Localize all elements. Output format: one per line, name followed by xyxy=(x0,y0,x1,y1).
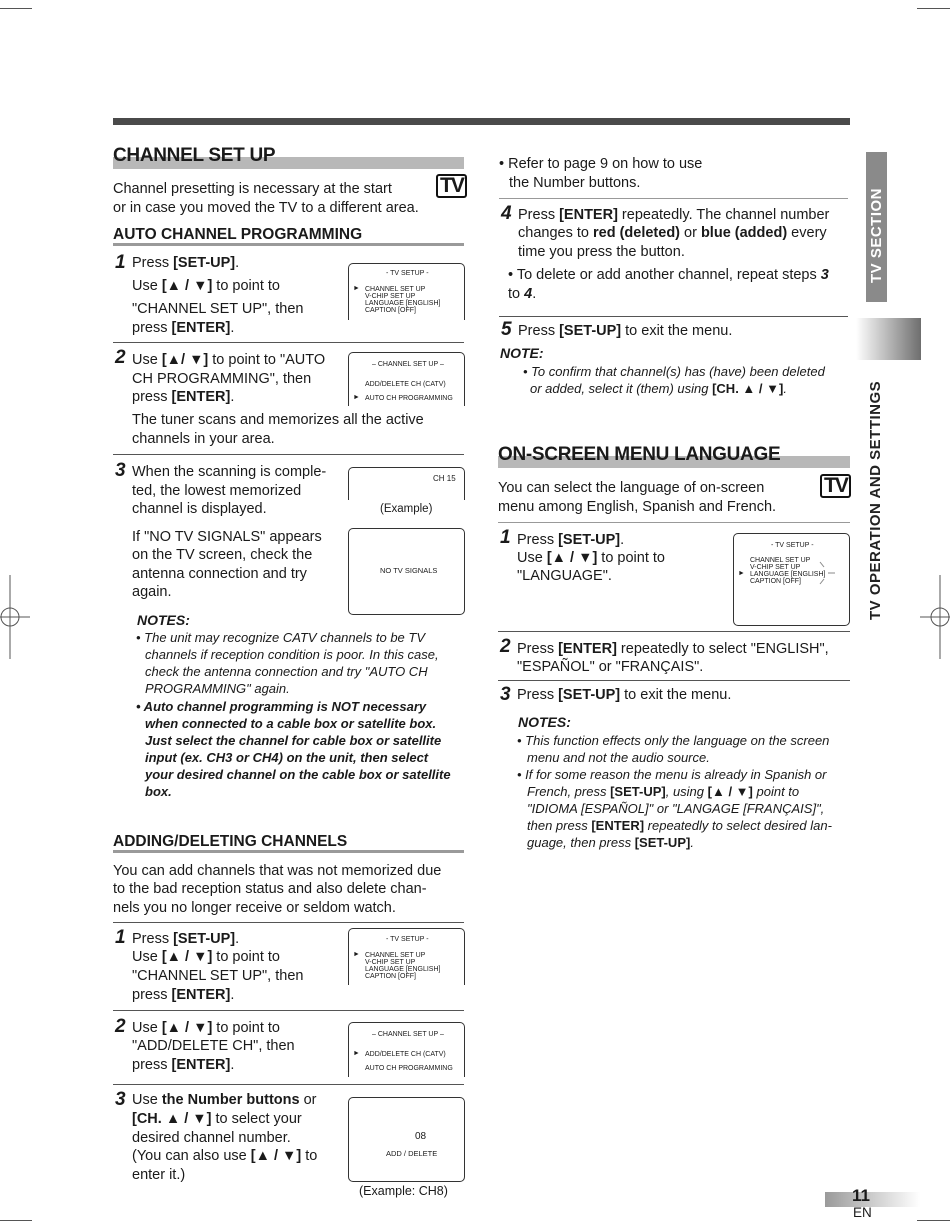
tv-logo-text: TV xyxy=(820,474,851,498)
step-line: Use [▲ / ▼] to point to xyxy=(132,949,280,965)
step-line: [CH. ▲ / ▼] to select your xyxy=(132,1111,302,1127)
note-line: • Auto channel programming is NOT necessary xyxy=(136,699,427,714)
step-line: Press [ENTER] repeatedly. The channel number xyxy=(518,207,830,223)
step-line: again. xyxy=(132,584,172,600)
step-line: "LANGUAGE". xyxy=(517,568,612,584)
step-line: press [ENTER]. xyxy=(132,320,235,336)
step-line: Use [▲ / ▼] to point to xyxy=(132,1020,280,1036)
tv-logo-text: TV xyxy=(436,174,467,198)
adding-title: ADDING/DELETING CHANNELS xyxy=(113,833,348,850)
adding-intro: to the bad reception status and also delete chan- xyxy=(113,881,427,897)
section-tab-gradient xyxy=(856,318,921,360)
step-number: 2 xyxy=(115,1016,126,1037)
sub-bar xyxy=(113,243,464,246)
top-rule xyxy=(113,118,850,125)
step-line: Press [ENTER] repeatedly to select "ENGLISH", xyxy=(517,641,829,657)
step-line: desired channel number. xyxy=(132,1130,291,1146)
repeat-line: • To delete or add another channel, repeat steps 3 xyxy=(508,267,829,283)
screen-title: – CHANNEL SET UP – xyxy=(372,361,444,368)
step-line: Press [SET-UP]. xyxy=(517,532,625,548)
intro-line: Channel presetting is necessary at the start xyxy=(113,181,392,197)
step-line: Use the Number buttons or xyxy=(132,1092,317,1108)
step-line: ted, the lowest memorized xyxy=(132,483,302,499)
intro-line: or in case you moved the TV to a different area. xyxy=(113,200,419,216)
divider xyxy=(499,198,848,199)
screen-title: - TV SETUP - xyxy=(386,936,429,943)
divider xyxy=(498,631,850,632)
step-number: 3 xyxy=(500,684,511,705)
note-line: • To confirm that channel(s) has (have) been deleted xyxy=(523,364,825,379)
screen-item: AUTO CH PROGRAMMING xyxy=(365,1065,453,1072)
step-number: 1 xyxy=(500,527,511,548)
note-line: when connected to a cable box or satellite box. xyxy=(145,716,437,731)
step-number: 1 xyxy=(115,252,126,273)
no-signals-screen xyxy=(348,528,465,615)
tv-setup-screen xyxy=(348,928,465,985)
cursor-icon: ► xyxy=(353,285,360,292)
tv-logo xyxy=(820,474,851,498)
step-line: changes to red (deleted) or blue (added) every xyxy=(518,225,827,241)
adding-intro: You can add channels that was not memorized due xyxy=(113,863,442,879)
divider xyxy=(498,522,850,523)
step-line: The tuner scans and memorizes all the active xyxy=(132,412,424,428)
step-line: CH PROGRAMMING", then xyxy=(132,371,312,387)
channel-setup-title: CHANNEL SET UP xyxy=(113,145,276,166)
divider xyxy=(113,922,464,923)
step-line: Press [SET-UP] to exit the menu. xyxy=(518,323,733,339)
tv-operation-label: TV OPERATION AND SETTINGS xyxy=(867,380,884,620)
note-line: "IDIOMA [ESPAÑOL]" or "LANGAGE [FRANÇAIS]", xyxy=(527,801,825,816)
step-line: "ESPAÑOL" or "FRANÇAIS". xyxy=(517,659,704,675)
intro-line: You can select the language of on-screen xyxy=(498,480,765,496)
registration-mark xyxy=(910,575,950,659)
step-line: channel is displayed. xyxy=(132,501,267,517)
screen-item: LANGUAGE [ENGLISH] xyxy=(365,966,441,973)
screen-item: ADD/DELETE CH (CATV) xyxy=(365,1051,446,1058)
flashing-icon xyxy=(812,560,836,586)
note-line: input (ex. CH3 or CH4) on the unit, then select xyxy=(145,750,429,765)
note-line: or added, select it (them) using [CH. ▲ / ▼]. xyxy=(530,381,787,396)
note-line: your desired channel on the cable box or satellite xyxy=(145,767,451,782)
intro-line: menu among English, Spanish and French. xyxy=(498,499,777,515)
note-line: French, press [SET-UP], using [▲ / ▼] point to xyxy=(527,784,800,799)
step-line: antenna connection and try xyxy=(132,566,307,582)
note-line: box. xyxy=(145,784,172,799)
refer-line: the Number buttons. xyxy=(509,175,641,191)
step-line: Press [SET-UP]. xyxy=(132,931,240,947)
cursor-icon: ► xyxy=(738,570,745,577)
step-line: (You can also use [▲ / ▼] to xyxy=(132,1148,318,1164)
sub-bar xyxy=(113,850,464,853)
repeat-line: to 4. xyxy=(508,286,537,302)
screen-item: CAPTION [OFF] xyxy=(750,578,801,585)
step-line: press [ENTER]. xyxy=(132,987,235,1003)
divider xyxy=(113,1084,464,1085)
screen-item: CHANNEL SET UP xyxy=(750,557,811,564)
divider xyxy=(498,680,850,681)
note-title: NOTE: xyxy=(500,345,544,361)
language-title: ON-SCREEN MENU LANGUAGE xyxy=(498,444,781,465)
step-line: "CHANNEL SET UP", then xyxy=(132,301,304,317)
screen-item: AUTO CH PROGRAMMING xyxy=(365,395,453,402)
channel-display: CH 15 xyxy=(433,474,456,483)
crop-mark xyxy=(0,1220,32,1221)
screen-item: CAPTION [OFF] xyxy=(365,973,416,980)
crop-mark xyxy=(0,8,32,9)
crop-mark xyxy=(917,1220,950,1221)
note-line: • The unit may recognize CATV channels to be TV xyxy=(136,630,426,645)
page-lang: EN xyxy=(853,1205,872,1220)
cursor-icon: ► xyxy=(353,1050,360,1057)
step-line: press [ENTER]. xyxy=(132,389,235,405)
channel-number: 08 xyxy=(415,1131,427,1142)
screen-title: – CHANNEL SET UP – xyxy=(372,1031,444,1038)
cursor-icon: ► xyxy=(353,394,360,401)
adding-intro: nels you no longer receive or seldom watch. xyxy=(113,900,396,916)
step-number: 3 xyxy=(115,460,126,481)
language-screen xyxy=(733,533,850,626)
step-number: 3 xyxy=(115,1089,126,1110)
auto-ch-title: AUTO CHANNEL PROGRAMMING xyxy=(113,226,363,243)
note-line: Just select the channel for cable box or satellite xyxy=(145,733,442,748)
screen-title: - TV SETUP - xyxy=(386,270,429,277)
screen-item: V-CHIP SET UP xyxy=(365,959,416,966)
notes-title: NOTES: xyxy=(137,612,190,628)
screen-title: - TV SETUP - xyxy=(771,542,814,549)
step-line: When the scanning is comple- xyxy=(132,464,327,480)
step-line: "CHANNEL SET UP", then xyxy=(132,968,304,984)
note-line: menu and not the audio source. xyxy=(527,750,710,765)
step-number: 4 xyxy=(501,203,512,224)
add-delete-text: ADD / DELETE xyxy=(386,1149,438,1158)
registration-mark xyxy=(0,575,40,659)
screen-item: V-CHIP SET UP xyxy=(365,293,416,300)
tv-section-label: TV SECTION xyxy=(868,187,885,283)
step-line: If "NO TV SIGNALS" appears xyxy=(132,529,322,545)
screen-item: LANGUAGE [ENGLISH] xyxy=(750,571,826,578)
step-line: enter it.) xyxy=(132,1167,186,1183)
ch15-screen xyxy=(348,467,465,500)
step-number: 1 xyxy=(115,927,126,948)
step-line: time you press the button. xyxy=(518,244,685,260)
divider xyxy=(113,454,464,455)
screen-item: CHANNEL SET UP xyxy=(365,286,426,293)
no-signals-text: NO TV SIGNALS xyxy=(380,566,438,575)
channel-08-screen xyxy=(348,1097,465,1182)
note-line: guage, then press [SET-UP]. xyxy=(527,835,694,850)
step-line: Use [▲/ ▼] to point to "AUTO xyxy=(132,352,326,368)
step-line: Use [▲ / ▼] to point to xyxy=(517,550,665,566)
note-line: then press [ENTER] repeatedly to select desired lan- xyxy=(527,818,832,833)
step-line: on the TV screen, check the xyxy=(132,547,313,563)
cursor-icon: ► xyxy=(353,951,360,958)
step-number: 2 xyxy=(500,636,511,657)
tv-logo xyxy=(436,174,467,198)
note-line: • This function effects only the language on the screen xyxy=(517,733,830,748)
note-line: channels if reception condition is poor. In this case, xyxy=(145,647,439,662)
screen-item: LANGUAGE [ENGLISH] xyxy=(365,300,441,307)
step-line: Press [SET-UP]. xyxy=(132,255,240,271)
notes-title: NOTES: xyxy=(518,714,571,730)
note-line: check the antenna connection and try "AUTO CH xyxy=(145,664,428,679)
step-line: channels in your area. xyxy=(132,431,275,447)
step-line: press [ENTER]. xyxy=(132,1057,235,1073)
divider xyxy=(113,342,464,343)
note-line: • If for some reason the menu is already in Spanish or xyxy=(517,767,827,782)
step-line: "ADD/DELETE CH", then xyxy=(132,1038,295,1054)
step-number: 2 xyxy=(115,347,126,368)
tv-setup-screen xyxy=(348,263,465,320)
channel-setup-screen xyxy=(348,352,465,406)
screen-item: CHANNEL SET UP xyxy=(365,952,426,959)
screen-item: CAPTION [OFF] xyxy=(365,307,416,314)
note-line: PROGRAMMING" again. xyxy=(145,681,290,696)
example-label: (Example) xyxy=(380,503,433,515)
channel-setup-screen xyxy=(348,1022,465,1077)
screen-item: V-CHIP SET UP xyxy=(750,564,801,571)
step-line: Press [SET-UP] to exit the menu. xyxy=(517,687,732,703)
example-label: (Example: CH8) xyxy=(359,1184,448,1198)
page-number: 11 xyxy=(852,1186,870,1205)
page-number-bar xyxy=(825,1192,920,1207)
step-number: 5 xyxy=(501,319,512,340)
screen-item: ADD/DELETE CH (CATV) xyxy=(365,381,446,388)
divider xyxy=(499,316,848,317)
divider xyxy=(113,1010,464,1011)
step-line: Use [▲ / ▼] to point to xyxy=(132,278,280,294)
refer-line: • Refer to page 9 on how to use xyxy=(499,156,703,172)
crop-mark xyxy=(917,8,950,9)
